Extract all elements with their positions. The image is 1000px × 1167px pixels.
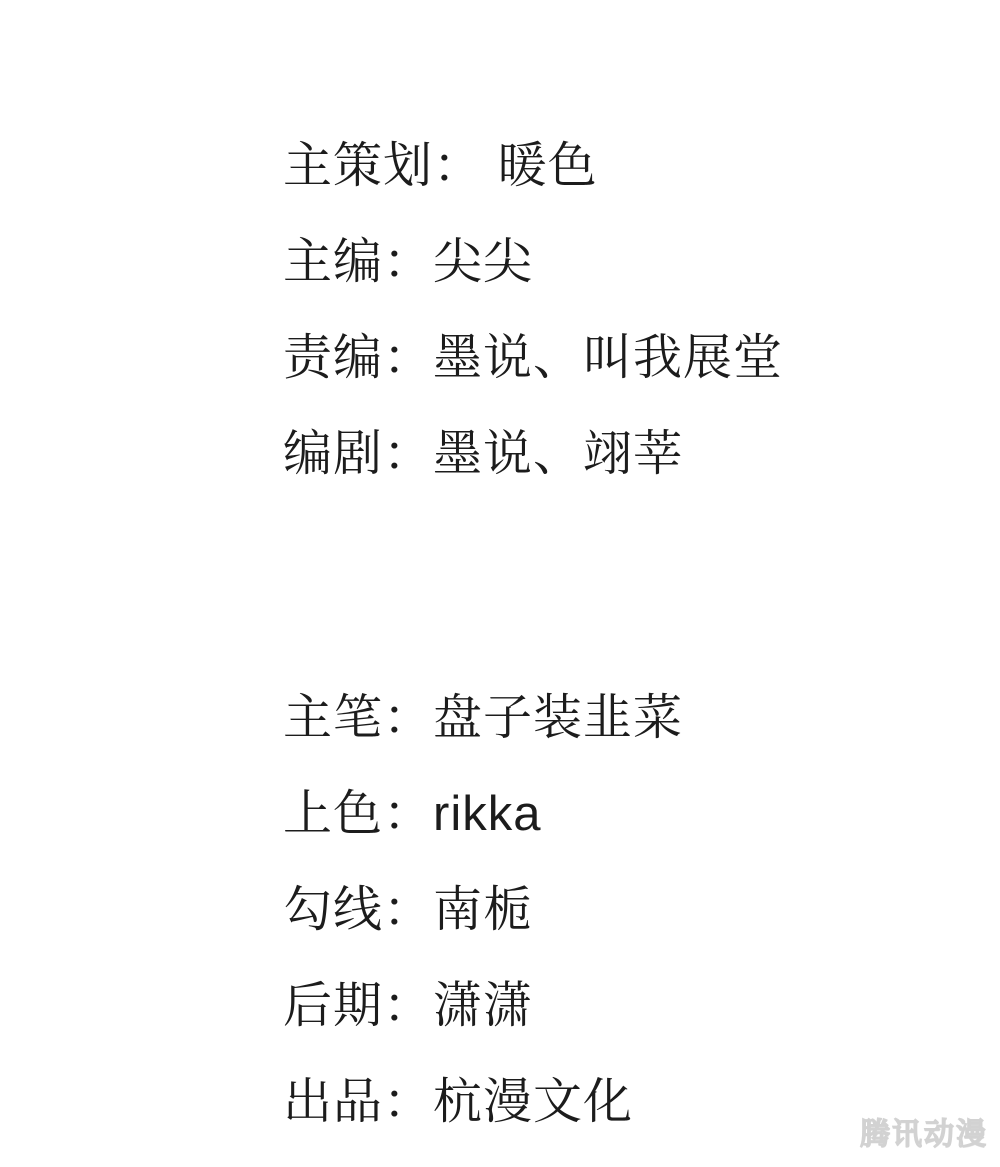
credits-group-art — [283, 670, 943, 1150]
credits-group-divider — [283, 502, 943, 670]
credits-group-production — [283, 118, 943, 502]
credits-block — [283, 118, 943, 1150]
credit-line-screenwriter: 编剧：墨说、翊莘 — [283, 427, 684, 481]
watermark-label: 腾讯动漫 — [860, 1118, 988, 1151]
credit-line-line-art: 勾线：南栀 — [283, 883, 534, 937]
credit-line-post-production: 后期：潇潇 — [283, 979, 534, 1033]
credit-line-colorist: 上色：rikka — [283, 787, 542, 841]
credit-line-producer: 出品：杭漫文化 — [283, 1075, 634, 1129]
credit-line-responsible-editor: 责编：墨说、叫我展堂 — [283, 331, 784, 385]
credit-line-chief-planner: 主策划： 暖色 — [283, 139, 598, 193]
credit-line-lead-artist: 主笔：盘子装韭菜 — [283, 691, 684, 745]
watermark — [860, 1109, 988, 1153]
credit-line-chief-editor: 主编：尖尖 — [283, 235, 534, 289]
